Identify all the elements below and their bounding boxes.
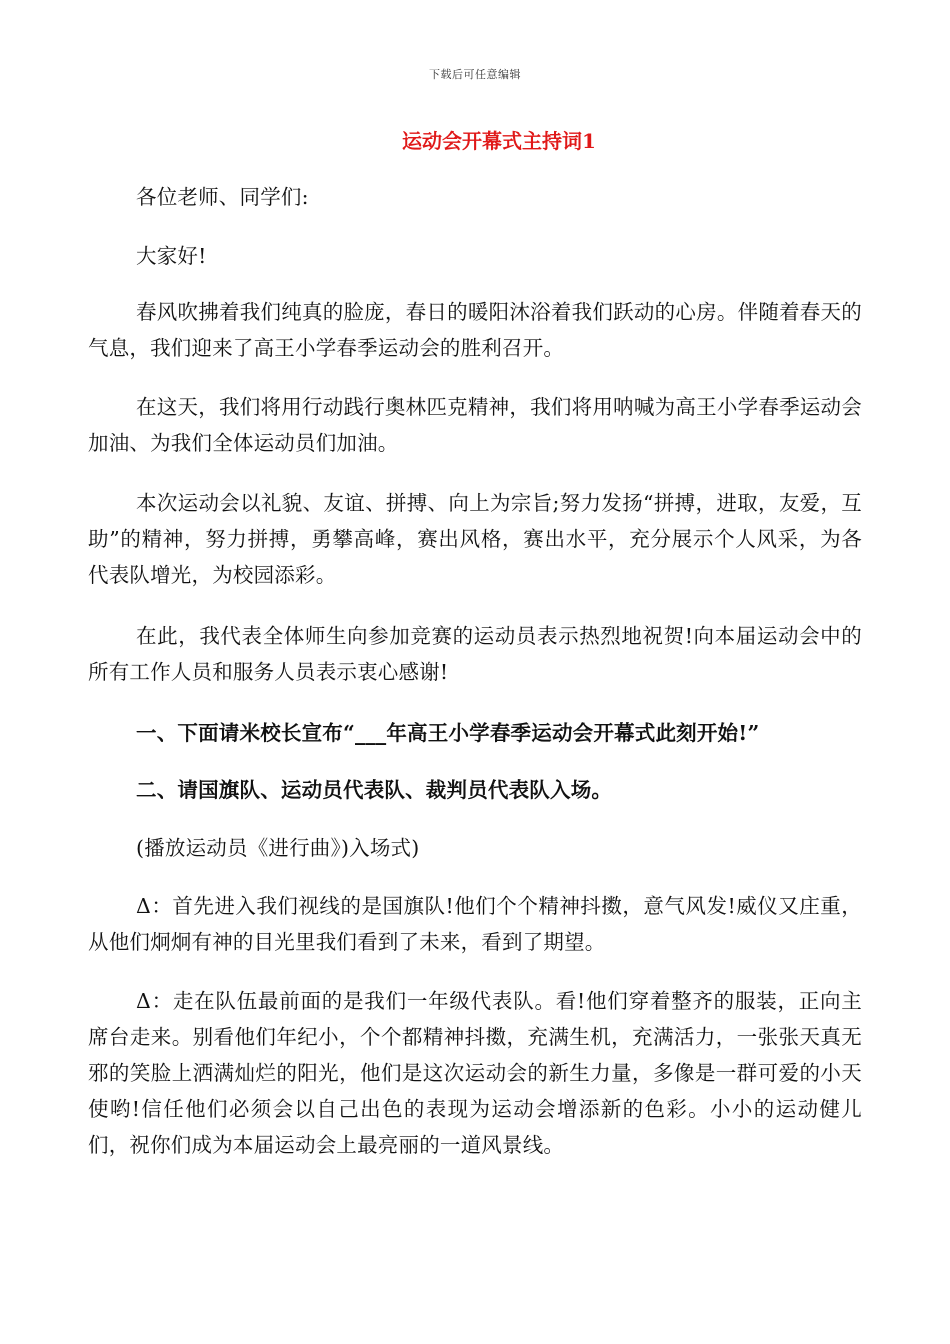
paragraph-announcement: 一、下面请米校长宣布“___年高王小学春季运动会开幕式此刻开始!” [136, 721, 760, 745]
document-title: 运动会开幕式主持词1 [402, 129, 596, 153]
paragraph-purpose: 本次运动会以礼貌、友谊、拼搏、向上为宗旨;努力发扬“拼搏，进取，友爱，互助”的精神，努力拼搏，勇攀高峰，赛出风格，赛出水平，充分展示个人风采，为各代表队增光，为校园添彩。 [88, 491, 862, 587]
paragraph-hello: 大家好! [136, 244, 207, 268]
paragraph-flag-team: Δ：首先进入我们视线的是国旗队!他们个个精神抖擞，意气风发!威仪又庄重，从他们炯炯有神的目光里我们看到了未来，看到了期望。 [88, 894, 862, 954]
header-note: 下载后可任意编辑 [429, 68, 521, 81]
paragraph-grade-one-team: Δ：走在队伍最前面的是我们一年级代表队。看!他们穿着整齐的服装，正向主席台走来。别看他们年纪小，个个都精神抖擞，充满生机，充满活力，一张张天真无邪的笑脸上洒满灿烂的阳光，他们是这次运动会的新生力量，多像是一群可爱的小天使哟!信任他们必须会以自己出色的表现为运动会增添新的色彩。小小的运动健儿们，祝你们成为本届运动会上最亮丽的一道风景线。 [88, 989, 862, 1157]
paragraph-today: 在这天，我们将用行动践行奥林匹克精神，我们将用呐喊为高王小学春季运动会加油、为我们全体运动员们加油。 [88, 395, 862, 455]
paragraph-music-note: (播放运动员《进行曲》)入场式) [136, 836, 420, 860]
paragraph-spring: 春风吹拂着我们纯真的脸庞，春日的暖阳沐浴着我们跃动的心房。伴随着春天的气息，我们迎来了高王小学春季运动会的胜利召开。 [88, 300, 862, 360]
paragraph-greeting: 各位老师、同学们: [136, 185, 309, 209]
paragraph-thanks: 在此，我代表全体师生向参加竞赛的运动员表示热烈地祝贺!向本届运动会中的所有工作人员和服务人员表示衷心感谢! [88, 624, 862, 684]
paragraph-entrance: 二、请国旗队、运动员代表队、裁判员代表队入场。 [136, 778, 613, 802]
